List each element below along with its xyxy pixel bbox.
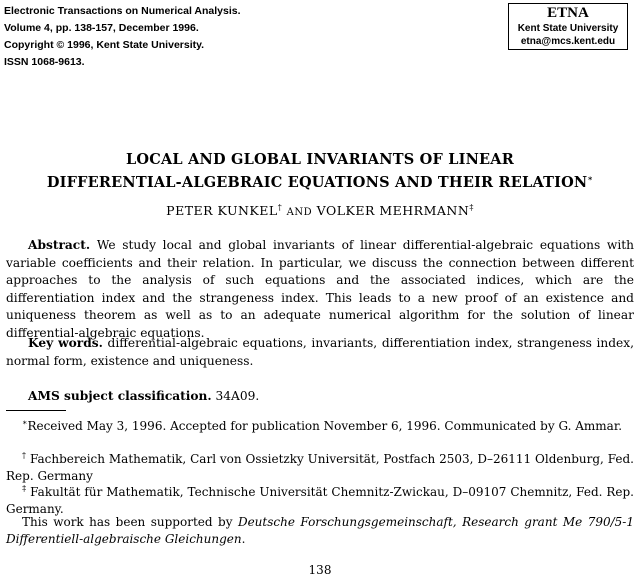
authors-and: AND bbox=[286, 207, 313, 219]
header-line-1: Electronic Transactions on Numerical Analysis. bbox=[4, 5, 241, 17]
funding-organization: Deutsche Forschungsgemeinschaft, Research grant Me 790/5-1 Differentiell-algebraische Gleichungen bbox=[6, 515, 634, 546]
ams-text: 34A09. bbox=[215, 389, 260, 403]
footnote-3-text: Fakultät für Mathematik, Technische Universität Chemnitz-Zwickau, D–09107 Chemnitz, Fed. Rep. Germany. bbox=[6, 485, 634, 516]
footnote-2-text: Fachbereich Mathematik, Carl von Ossietzky Universität, Postfach 2503, D–26111 Oldenburg, Fed. Rep. Germany bbox=[6, 452, 634, 483]
footnote-2-mark: † bbox=[22, 451, 27, 460]
author-2-mark: ‡ bbox=[469, 203, 474, 212]
keywords bbox=[6, 335, 634, 370]
abstract-label: Abstract. bbox=[28, 238, 91, 252]
footnote-rule bbox=[6, 410, 66, 411]
header-line-3: Copyright © 1996, Kent State University. bbox=[4, 39, 205, 51]
footnote-3 bbox=[6, 481, 634, 517]
title-line-1: LOCAL AND GLOBAL INVARIANTS OF LINEAR bbox=[126, 151, 514, 168]
header-line-2: Volume 4, pp. 138-157, December 1996. bbox=[4, 22, 199, 34]
footnote-1 bbox=[6, 415, 634, 435]
ams-classification bbox=[6, 388, 634, 406]
footnote-1-text: Received May 3, 1996. Accepted for publication November 6, 1996. Communicated by G. Ammar. bbox=[27, 419, 623, 433]
abstract-text: We study local and global invariants of linear differential-algebraic equations with variable coefficients and their relation. In particular, we discuss the connection between different approaches to the analysis of such equations and the associated indices, which are the differentiation index and the strangeness index. This leads to a new proof of an existence and uniqueness theorem as well as to an adequate numerical algorithm for the solution of linear differential-algebraic equations. bbox=[6, 238, 635, 340]
author-1: PETER KUNKEL bbox=[166, 203, 278, 219]
authors bbox=[0, 203, 640, 218]
etna-box bbox=[508, 3, 628, 50]
footnote-2 bbox=[6, 448, 634, 484]
etna-university: Kent State University bbox=[517, 23, 619, 34]
etna-title: ETNA bbox=[547, 5, 589, 21]
journal-header bbox=[4, 3, 241, 71]
keywords-text: differential-algebraic equations, invariants, differentiation index, strangeness index, normal form, existence and uniqueness. bbox=[6, 336, 635, 368]
header-line-4: ISSN 1068-9613. bbox=[4, 56, 85, 68]
funding-prefix: This work has been supported by bbox=[22, 515, 233, 529]
title-footnote-mark: ∗ bbox=[587, 173, 594, 183]
ams-label: AMS subject classification. bbox=[28, 389, 212, 403]
funding-note bbox=[6, 514, 634, 547]
page-number: 138 bbox=[308, 563, 332, 577]
author-2: VOLKER MEHRMANN bbox=[316, 203, 470, 219]
abstract bbox=[6, 237, 634, 342]
keywords-label: Key words. bbox=[28, 336, 103, 350]
paper-title bbox=[0, 151, 640, 192]
footnote-1-mark: ∗ bbox=[22, 418, 28, 427]
author-1-mark: † bbox=[277, 203, 283, 212]
footnote-3-mark: ‡ bbox=[22, 484, 27, 493]
title-line-2 bbox=[0, 169, 640, 192]
etna-email: etna@mcs.kent.edu bbox=[520, 36, 616, 47]
funding-end: . bbox=[241, 531, 246, 546]
title-line-2-text: DIFFERENTIAL-ALGEBRAIC EQUATIONS AND THEIR RELATION bbox=[46, 173, 588, 191]
